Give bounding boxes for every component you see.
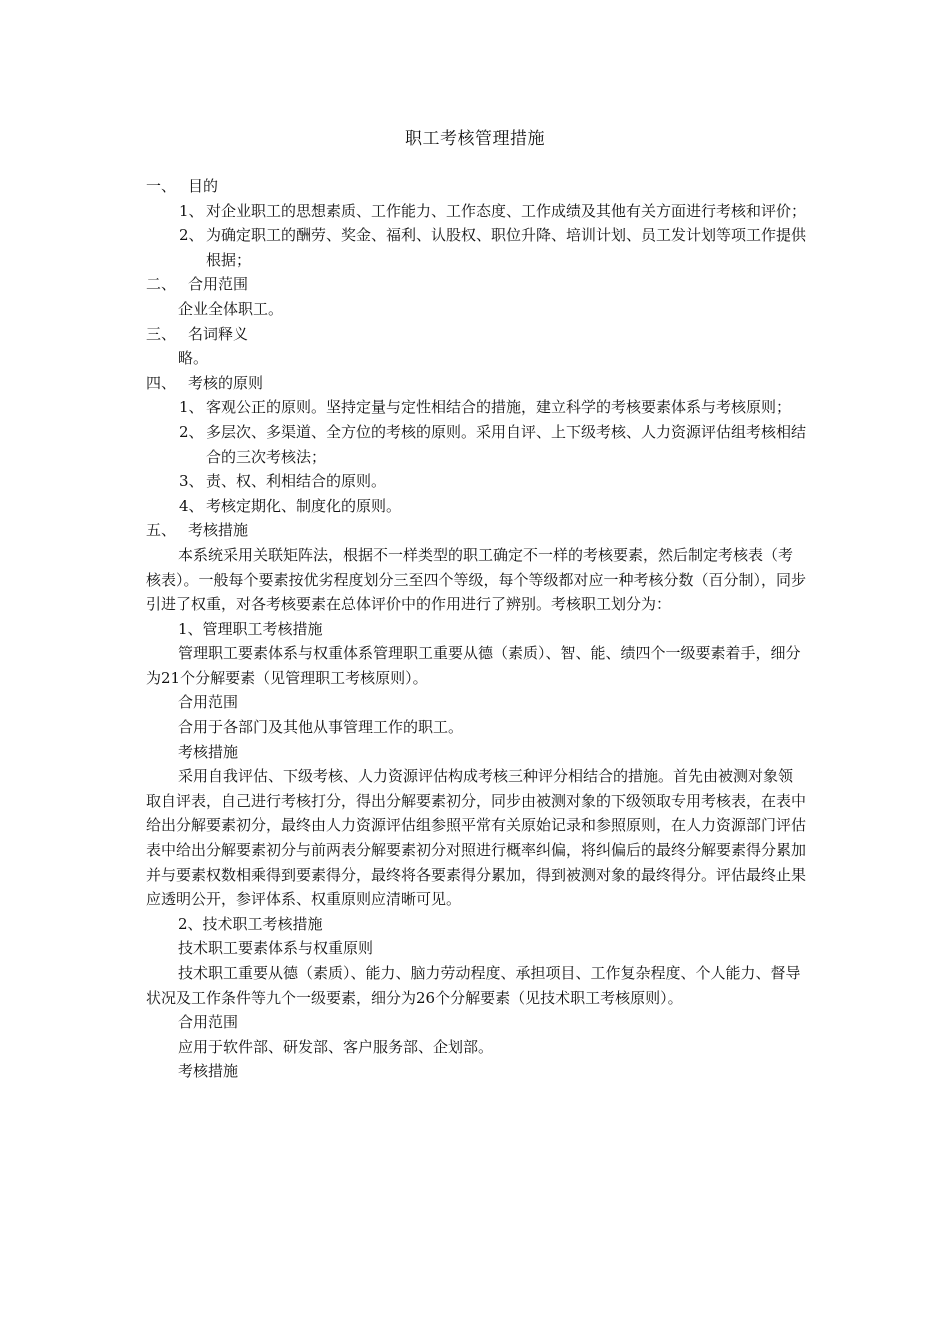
section-number: 二、 bbox=[146, 275, 177, 294]
section-label: 名词释义 bbox=[188, 324, 249, 343]
paragraph: 本系统采用关联矩阵法，根据不一样类型的职工确定不一样的考核要素，然后制定考核表（考核表）。一般每个要素按优劣程度划分三至四个等级，每个等级都对应一种考核分数（百分制），同步引进了权重，对各考核要素在总体评价中的作用进行了辨别。考核职工划分为： bbox=[146, 545, 807, 614]
item-number: 1、 bbox=[179, 398, 204, 417]
section-heading-methods bbox=[146, 518, 806, 543]
item-text: 对企业职工的思想素质、工作能力、工作态度、工作成绩及其他有关方面进行考核和评价； bbox=[206, 201, 807, 220]
list-item bbox=[146, 420, 806, 469]
subsection-heading: 1、管理职工考核措施 bbox=[178, 619, 323, 638]
section-number: 一、 bbox=[146, 177, 177, 195]
paragraph: 应用于软件部、研发部、客户服务部、企划部。 bbox=[178, 1037, 494, 1056]
section-heading-principles bbox=[146, 371, 806, 396]
subheading: 考核措施 bbox=[178, 742, 239, 761]
subheading: 合用范围 bbox=[178, 1013, 239, 1032]
item-number: 1、 bbox=[179, 201, 204, 220]
section-number: 三、 bbox=[146, 324, 177, 343]
subsection-heading: 2、技术职工考核措施 bbox=[178, 914, 323, 933]
section-label: 考核的原则 bbox=[188, 373, 264, 392]
paragraph: 技术职工重要从德（素质）、能力、脑力劳动程度、承担项目、工作复杂程度、个人能力、督导状况及工作条件等九个一级要素，细分为26个分解要素（见技术职工考核原则）。 bbox=[146, 964, 801, 1007]
item-number: 4、 bbox=[179, 496, 204, 515]
section-number: 四、 bbox=[146, 373, 177, 392]
item-number: 3、 bbox=[179, 472, 204, 491]
section-heading-scope bbox=[146, 272, 806, 297]
paragraph: 管理职工要素体系与权重体系管理职工重要从德（素质）、智、能、绩四个一级要素着手，细分为21个分解要素（见管理职工考核原则）。 bbox=[146, 644, 801, 687]
list-item bbox=[146, 199, 806, 224]
section-number: 五、 bbox=[146, 521, 177, 540]
section-label: 目的 bbox=[188, 177, 219, 195]
list-item bbox=[146, 494, 806, 519]
document-title: 职工考核管理措施 bbox=[405, 129, 545, 149]
paragraph: 略。 bbox=[178, 349, 209, 368]
list-item bbox=[146, 395, 806, 420]
document-body bbox=[146, 174, 806, 1084]
subheading: 技术职工要素体系与权重原则 bbox=[178, 939, 374, 958]
paragraph: 合用于各部门及其他从事管理工作的职工。 bbox=[178, 718, 464, 737]
subheading: 考核措施 bbox=[178, 1062, 239, 1081]
subheading: 合用范围 bbox=[178, 693, 239, 712]
section-heading-purpose bbox=[146, 174, 806, 199]
list-item bbox=[146, 469, 806, 494]
section-heading-definitions bbox=[146, 322, 806, 347]
item-text: 客观公正的原则。坚持定量与定性相结合的措施，建立科学的考核要素体系与考核原则； bbox=[206, 398, 792, 417]
item-text: 为确定职工的酬劳、奖金、福利、认股权、职位升降、培训计划、员工发计划等项工作提供根据； bbox=[206, 226, 807, 269]
item-number: 2、 bbox=[179, 422, 204, 441]
item-number: 2、 bbox=[179, 226, 204, 245]
item-text: 考核定期化、制度化的原则。 bbox=[206, 496, 402, 515]
item-text: 多层次、多渠道、全方位的考核的原则。采用自评、上下级考核、人力资源评估组考核相结合的三次考核法； bbox=[206, 422, 807, 466]
section-label: 合用范围 bbox=[188, 275, 249, 294]
paragraph: 企业全体职工。 bbox=[178, 299, 284, 318]
paragraph: 采用自我评估、下级考核、人力资源评估构成考核三种评分相结合的措施。首先由被测对象领取自评表，自己进行考核打分，得出分解要素初分，同步由被测对象的下级领取专用考核表，在表中给出分解要素初分，最终由人力资源评估组参照平常有关原始记录和参照原则，在人力资源部门评估表中给出分解要素初分与前两表分解要素初分对照进行概率纠偏，将纠偏后的最终分解要素得分累加并与要素权数相乘得到要素得分，最终将各要素得分累加，得到被测对象的最终得分。评估最终止果应透明公开，参评体系、权重原则应清晰可见。 bbox=[146, 767, 807, 909]
list-item bbox=[146, 223, 806, 272]
section-label: 考核措施 bbox=[188, 521, 249, 540]
item-text: 责、权、利相结合的原则。 bbox=[206, 472, 387, 491]
